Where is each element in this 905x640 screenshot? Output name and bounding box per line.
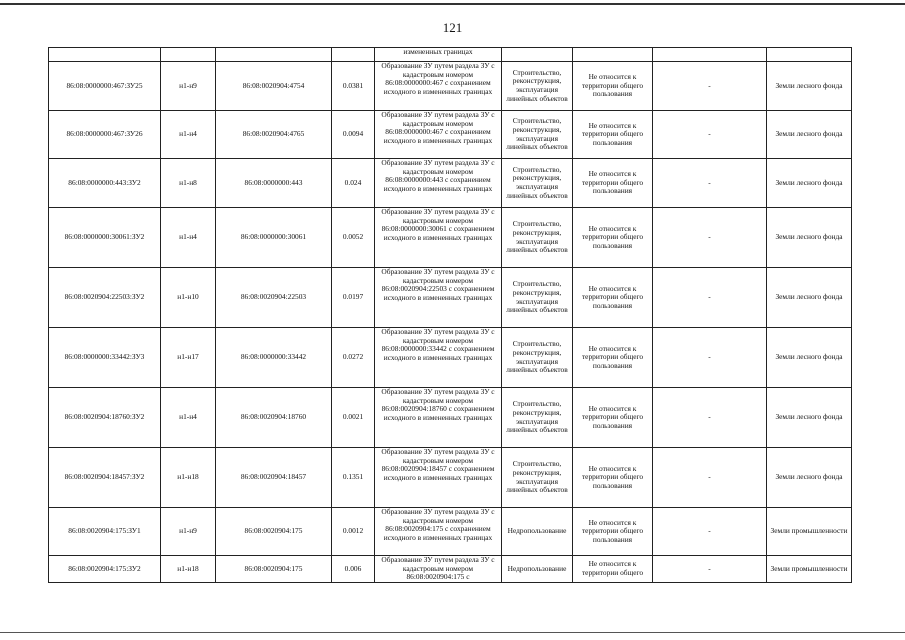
land-category-cell: Земли лесного фонда xyxy=(767,268,852,328)
source-cadastral-number-cell: 86:08:0020904:175 xyxy=(216,508,332,556)
source-cadastral-number-cell: 86:08:0000000:33442 xyxy=(216,328,332,388)
area-cell: 0.0052 xyxy=(332,208,375,268)
boundary-points-cell: н1-н8 xyxy=(161,159,216,208)
land-category-cell: Земли лесного фонда xyxy=(767,111,852,159)
plot-designation-cell: 86:08:0000000:30061:ЗУ2 xyxy=(49,208,161,268)
carryover-cell xyxy=(502,48,573,62)
plot-designation-cell: 86:08:0000000:467:ЗУ25 xyxy=(49,62,161,111)
source-cadastral-number-cell: 86:08:0020904:18760 xyxy=(216,388,332,448)
land-category-cell: Земли лесного фонда xyxy=(767,208,852,268)
source-cadastral-number-cell: 86:08:0020904:18457 xyxy=(216,448,332,508)
restrictions-cell: - xyxy=(653,388,767,448)
restrictions-cell: - xyxy=(653,208,767,268)
permitted-use-cell: Строительство, реконструкция, эксплуатация линейных объектов xyxy=(502,388,573,448)
restrictions-cell: - xyxy=(653,448,767,508)
formation-method-cell: Образование ЗУ путем раздела ЗУ с кадастровым номером 86:08:0000000:33442 с сохранением исходного в измененных границах xyxy=(375,328,502,388)
plot-designation-cell: 86:08:0020904:18457:ЗУ2 xyxy=(49,448,161,508)
carryover-cell xyxy=(767,48,852,62)
boundary-points-cell: н1-н9 xyxy=(161,62,216,111)
restrictions-cell: - xyxy=(653,328,767,388)
bottom-rule xyxy=(0,632,905,633)
restrictions-cell: - xyxy=(653,159,767,208)
source-cadastral-number-cell: 86:08:0000000:30061 xyxy=(216,208,332,268)
area-cell: 0.0094 xyxy=(332,111,375,159)
restrictions-cell: - xyxy=(653,111,767,159)
land-category-cell: Земли лесного фонда xyxy=(767,328,852,388)
boundary-points-cell: н1-н4 xyxy=(161,208,216,268)
permitted-use-cell: Недропользование xyxy=(502,556,573,583)
restrictions-cell: - xyxy=(653,508,767,556)
boundary-points-cell: н1-н18 xyxy=(161,448,216,508)
public-territory-cell: Не относится к территории общего пользования xyxy=(573,268,653,328)
source-cadastral-number-cell: 86:08:0020904:4765 xyxy=(216,111,332,159)
formation-method-cell: Образование ЗУ путем раздела ЗУ с кадастровым номером 86:08:0000000:443 с сохранением исходного в измененных границах xyxy=(375,159,502,208)
table-row xyxy=(49,448,852,508)
boundary-points-cell: н1-н10 xyxy=(161,268,216,328)
plot-designation-cell: 86:08:0020904:175:ЗУ1 xyxy=(49,508,161,556)
permitted-use-cell: Строительство, реконструкция, эксплуатация линейных объектов xyxy=(502,328,573,388)
table-row xyxy=(49,208,852,268)
formation-method-cell: Образование ЗУ путем раздела ЗУ с кадастровым номером 86:08:0020904:22503 с сохранением исходного в измененных границах xyxy=(375,268,502,328)
source-cadastral-number-cell: 86:08:0020904:22503 xyxy=(216,268,332,328)
source-cadastral-number-cell: 86:08:0020904:175 xyxy=(216,556,332,583)
table-row xyxy=(49,388,852,448)
permitted-use-cell: Строительство, реконструкция, эксплуатация линейных объектов xyxy=(502,159,573,208)
plot-designation-cell: 86:08:0020904:22503:ЗУ2 xyxy=(49,268,161,328)
boundary-points-cell: н1-н17 xyxy=(161,328,216,388)
formation-method-cell: Образование ЗУ путем раздела ЗУ с кадастровым номером 86:08:0000000:467 с сохранением исходного в измененных границах xyxy=(375,62,502,111)
permitted-use-cell: Недропользование xyxy=(502,508,573,556)
land-category-cell: Земли лесного фонда xyxy=(767,448,852,508)
area-cell: 0.0012 xyxy=(332,508,375,556)
boundary-points-cell: н1-н4 xyxy=(161,388,216,448)
public-territory-cell: Не относится к территории общего пользования xyxy=(573,328,653,388)
table-body xyxy=(49,48,852,583)
plot-designation-cell: 86:08:0000000:33442:ЗУ3 xyxy=(49,328,161,388)
land-category-cell: Земли лесного фонда xyxy=(767,62,852,111)
permitted-use-cell: Строительство, реконструкция, эксплуатация линейных объектов xyxy=(502,448,573,508)
formation-method-cell: Образование ЗУ путем раздела ЗУ с кадастровым номером 86:08:0020904:18457 с сохранением исходного в измененных границах xyxy=(375,448,502,508)
boundary-points-cell: н1-н18 xyxy=(161,556,216,583)
carryover-cell xyxy=(653,48,767,62)
public-territory-cell: Не относится к территории общего пользования xyxy=(573,388,653,448)
formation-method-cell: Образование ЗУ путем раздела ЗУ с кадастровым номером 86:08:0020904:175 с xyxy=(375,556,502,583)
table-row xyxy=(49,328,852,388)
area-cell: 0.006 xyxy=(332,556,375,583)
public-territory-cell: Не относится к территории общего пользования xyxy=(573,448,653,508)
source-cadastral-number-cell: 86:08:0020904:4754 xyxy=(216,62,332,111)
carryover-description: измененных границах xyxy=(375,48,502,62)
restrictions-cell: - xyxy=(653,556,767,583)
carryover-cell xyxy=(332,48,375,62)
formation-method-cell: Образование ЗУ путем раздела ЗУ с кадастровым номером 86:08:0020904:175 с сохранением исходного в измененных границах xyxy=(375,508,502,556)
permitted-use-cell: Строительство, реконструкция, эксплуатация линейных объектов xyxy=(502,268,573,328)
carryover-cell xyxy=(573,48,653,62)
restrictions-cell: - xyxy=(653,62,767,111)
plot-designation-cell: 86:08:0000000:443:ЗУ2 xyxy=(49,159,161,208)
carryover-cell xyxy=(216,48,332,62)
source-cadastral-number-cell: 86:08:0000000:443 xyxy=(216,159,332,208)
carryover-row xyxy=(49,48,852,62)
public-territory-cell: Не относится к территории общего пользования xyxy=(573,111,653,159)
table-row xyxy=(49,508,852,556)
table-row xyxy=(49,62,852,111)
permitted-use-cell: Строительство, реконструкция, эксплуатация линейных объектов xyxy=(502,62,573,111)
carryover-cell xyxy=(49,48,161,62)
table-row xyxy=(49,159,852,208)
area-cell: 0.1351 xyxy=(332,448,375,508)
formation-method-cell: Образование ЗУ путем раздела ЗУ с кадастровым номером 86:08:0000000:467 с сохранением исходного в измененных границах xyxy=(375,111,502,159)
public-territory-cell: Не относится к территории общего пользования xyxy=(573,159,653,208)
area-cell: 0.0021 xyxy=(332,388,375,448)
permitted-use-cell: Строительство, реконструкция, эксплуатация линейных объектов xyxy=(502,208,573,268)
restrictions-cell: - xyxy=(653,268,767,328)
public-territory-cell: Не относится к территории общего пользования xyxy=(573,62,653,111)
table-row xyxy=(49,268,852,328)
plot-designation-cell: 86:08:0020904:18760:ЗУ2 xyxy=(49,388,161,448)
public-territory-cell: Не относится к территории общего пользования xyxy=(573,508,653,556)
area-cell: 0.0197 xyxy=(332,268,375,328)
boundary-points-cell: н1-н9 xyxy=(161,508,216,556)
formation-method-cell: Образование ЗУ путем раздела ЗУ с кадастровым номером 86:08:0020904:18760 с сохранением исходного в измененных границах xyxy=(375,388,502,448)
permitted-use-cell: Строительство, реконструкция, эксплуатация линейных объектов xyxy=(502,111,573,159)
land-category-cell: Земли лесного фонда xyxy=(767,159,852,208)
land-category-cell: Земли промышленности xyxy=(767,556,852,583)
carryover-cell xyxy=(161,48,216,62)
table-row xyxy=(49,556,852,583)
plot-designation-cell: 86:08:0020904:175:ЗУ2 xyxy=(49,556,161,583)
boundary-points-cell: н1-н4 xyxy=(161,111,216,159)
public-territory-cell: Не относится к территории общего пользования xyxy=(573,208,653,268)
plot-designation-cell: 86:08:0000000:467:ЗУ26 xyxy=(49,111,161,159)
top-rule xyxy=(0,3,905,5)
area-cell: 0.0381 xyxy=(332,62,375,111)
area-cell: 0.0272 xyxy=(332,328,375,388)
page-number: 121 xyxy=(442,20,463,35)
public-territory-cell: Не относится к территории общего xyxy=(573,556,653,583)
land-category-cell: Земли промышленности xyxy=(767,508,852,556)
land-category-cell: Земли лесного фонда xyxy=(767,388,852,448)
table-row xyxy=(49,111,852,159)
formation-method-cell: Образование ЗУ путем раздела ЗУ с кадастровым номером 86:08:0000000:30061 с сохранением исходного в измененных границах xyxy=(375,208,502,268)
area-cell: 0.024 xyxy=(332,159,375,208)
land-plot-table xyxy=(48,47,852,583)
